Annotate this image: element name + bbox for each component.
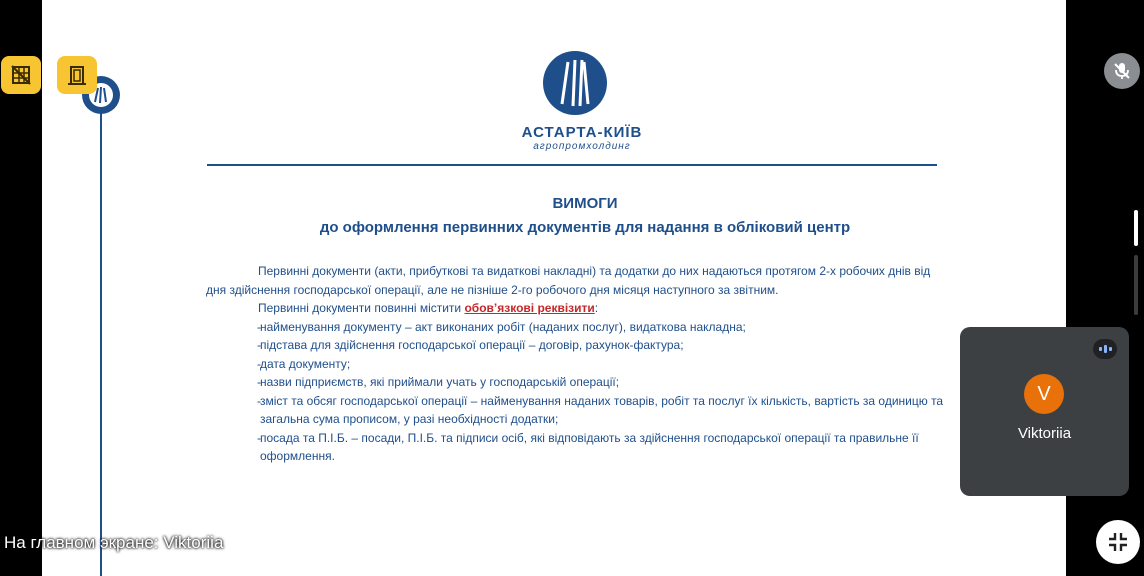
requirements-list: [206, 318, 946, 466]
list-item: - посада та П.І.Б. – посади, П.І.Б. та підписи осіб, які відповідають за здійснення господарської операції та правильне її оформлення.: [206, 429, 946, 466]
toolbar-button-grid[interactable]: [1, 56, 41, 94]
speaking-indicator-icon: [1093, 339, 1117, 359]
brand-subtitle: агропромхолдинг: [533, 141, 631, 152]
avatar: V: [1024, 374, 1064, 414]
slide-decor-line: [100, 110, 102, 576]
list-item: - дата документу;: [206, 355, 946, 374]
slide-body: [206, 262, 946, 466]
exit-fullscreen-button[interactable]: [1096, 520, 1140, 564]
list-item: - зміст та обсяг господарської операції – найменування наданих товарів, робіт та послуг їх кількість, вартість за одиницю та загальна сума прописом, у разі необхідності додатки;: [206, 392, 946, 429]
paragraph-deadline: Первинні документи (акти, прибуткові та видаткові накладні) та додатки до них надаються протягом 2-х робочих днів від дня здійснення господарської операції, але не пізніше 2-го робочого дня місяця наступного за звітним.: [206, 264, 931, 297]
scroll-track: [1134, 255, 1138, 315]
door-icon: [66, 64, 88, 86]
scroll-indicator: [1134, 210, 1138, 246]
list-item: - найменування документу – акт виконаних робіт (наданих послуг), видаткова накладна;: [206, 318, 946, 337]
participant-name: Viktoriia: [1017, 425, 1072, 442]
company-logo-icon: [542, 50, 608, 116]
slide-subtitle: до оформлення первинних документів для надання в обліковий центр: [319, 219, 851, 236]
list-item: - підстава для здійснення господарської операції – договір, рахунок-фактура;: [206, 336, 946, 355]
mic-off-button[interactable]: [1104, 53, 1140, 89]
slide-title: ВИМОГИ: [552, 195, 618, 212]
toolbar-button-door[interactable]: [57, 56, 97, 94]
paragraph-requirements-prefix: Первинні документи повинні містити: [258, 301, 465, 315]
main-screen-caption: На главном экране: Viktoriia: [4, 533, 224, 552]
list-item: - назви підприємств, які приймали учать у господарській операції;: [206, 373, 946, 392]
mandatory-requisites-highlight: обов’язкові реквізити: [464, 301, 595, 315]
paragraph-requirements-suffix: :: [594, 301, 599, 315]
grid-off-icon: [10, 64, 32, 86]
exit-fullscreen-icon: [1106, 530, 1130, 554]
header-divider: [207, 164, 937, 166]
mic-off-icon: [1112, 61, 1132, 81]
paragraph-requirements: [206, 299, 946, 318]
shared-slide: [42, 0, 1066, 576]
participant-tile[interactable]: [960, 327, 1129, 496]
brand-name: АСТАРТА-КИЇВ: [521, 124, 643, 141]
